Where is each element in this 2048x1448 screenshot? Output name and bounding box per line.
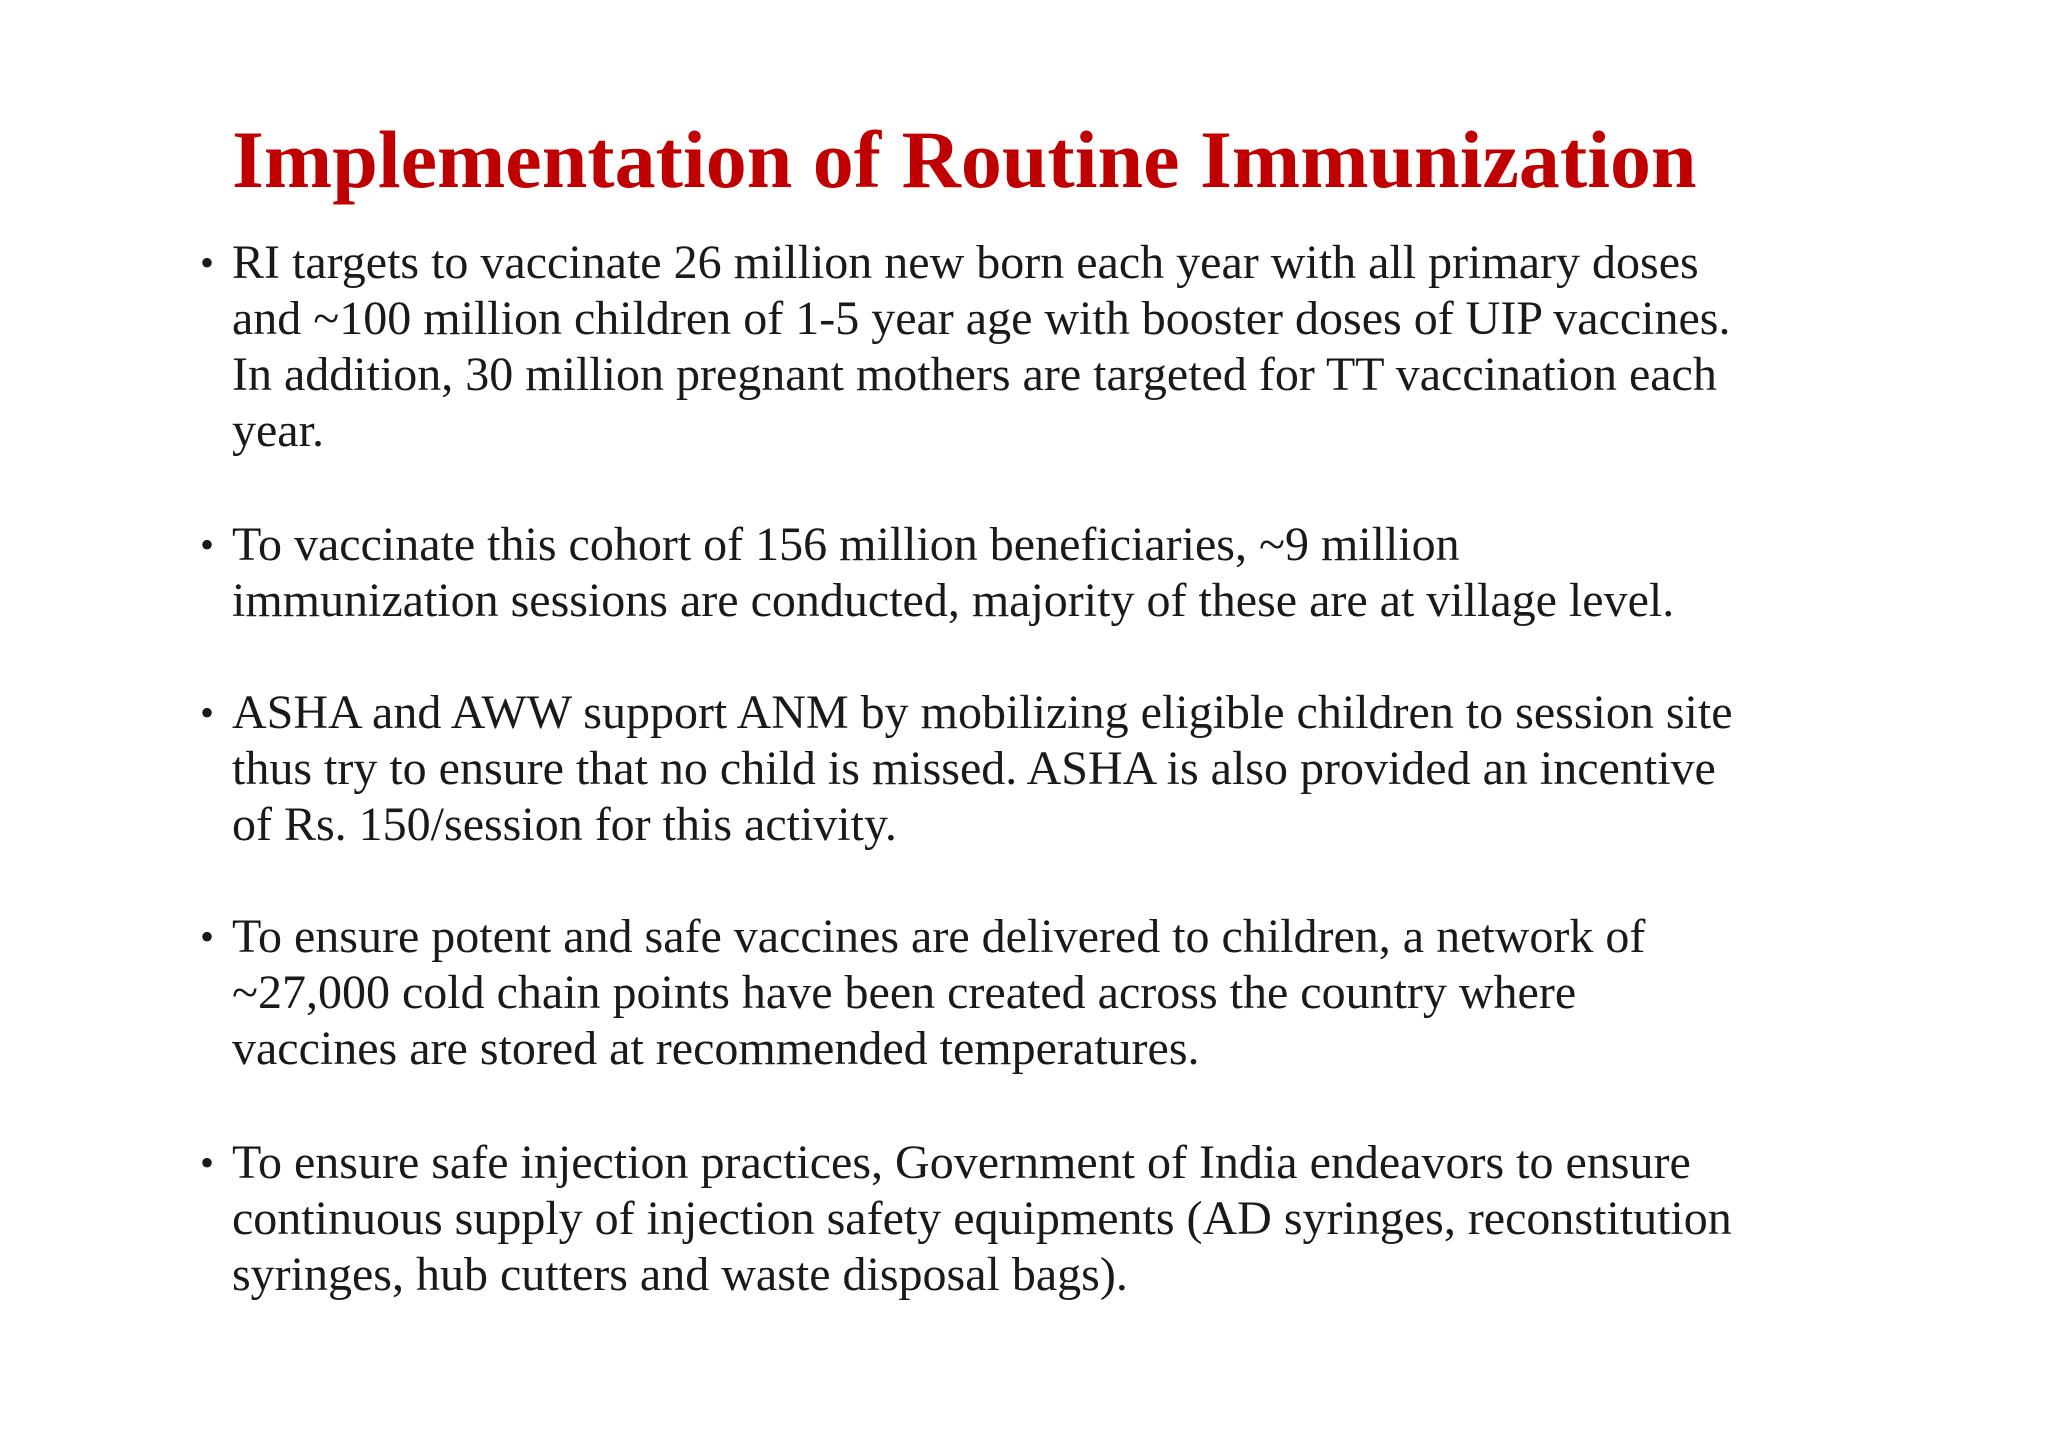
bullet-item (200, 685, 1900, 853)
bullet-item (200, 909, 1900, 1077)
bullet-dot-icon: • (200, 1140, 215, 1185)
bullet-dot-icon: • (200, 690, 215, 735)
bullet-text: ASHA and AWW support ANM by mobilizing eligible children to session site thus try to ensure that no child is missed. ASHA is also provided an incentive of Rs. 150/session for this activity. (232, 686, 1733, 851)
bullet-dot-icon: • (200, 240, 215, 285)
bullet-dot-icon: • (200, 914, 215, 959)
bullet-item (200, 235, 1900, 459)
bullet-item (200, 1135, 1900, 1303)
bullet-dot-icon: • (200, 522, 215, 567)
bullet-text: RI targets to vaccinate 26 million new born each year with all primary doses and ~100 million children of 1-5 year age with booster doses of UIP vaccines. In addition, 30 million pregnant mothers are targeted for TT vaccination each year. (232, 236, 1731, 457)
bullet-text: To vaccinate this cohort of 156 million beneficiaries, ~9 million immunization sessions are conducted, majority of these are at village level. (232, 518, 1675, 627)
bullet-text: To ensure potent and safe vaccines are delivered to children, a network of ~27,000 cold chain points have been created across the country where vaccines are stored at recommended temperatures. (232, 910, 1646, 1075)
bullet-text: To ensure safe injection practices, Government of India endeavors to ensure continuous supply of injection safety equipments (AD syringes, reconstitution syringes, hub cutters and waste disposal bags). (232, 1136, 1732, 1301)
bullet-item (200, 517, 1900, 629)
slide-title: Implementation of Routine Immunization (232, 114, 1697, 205)
